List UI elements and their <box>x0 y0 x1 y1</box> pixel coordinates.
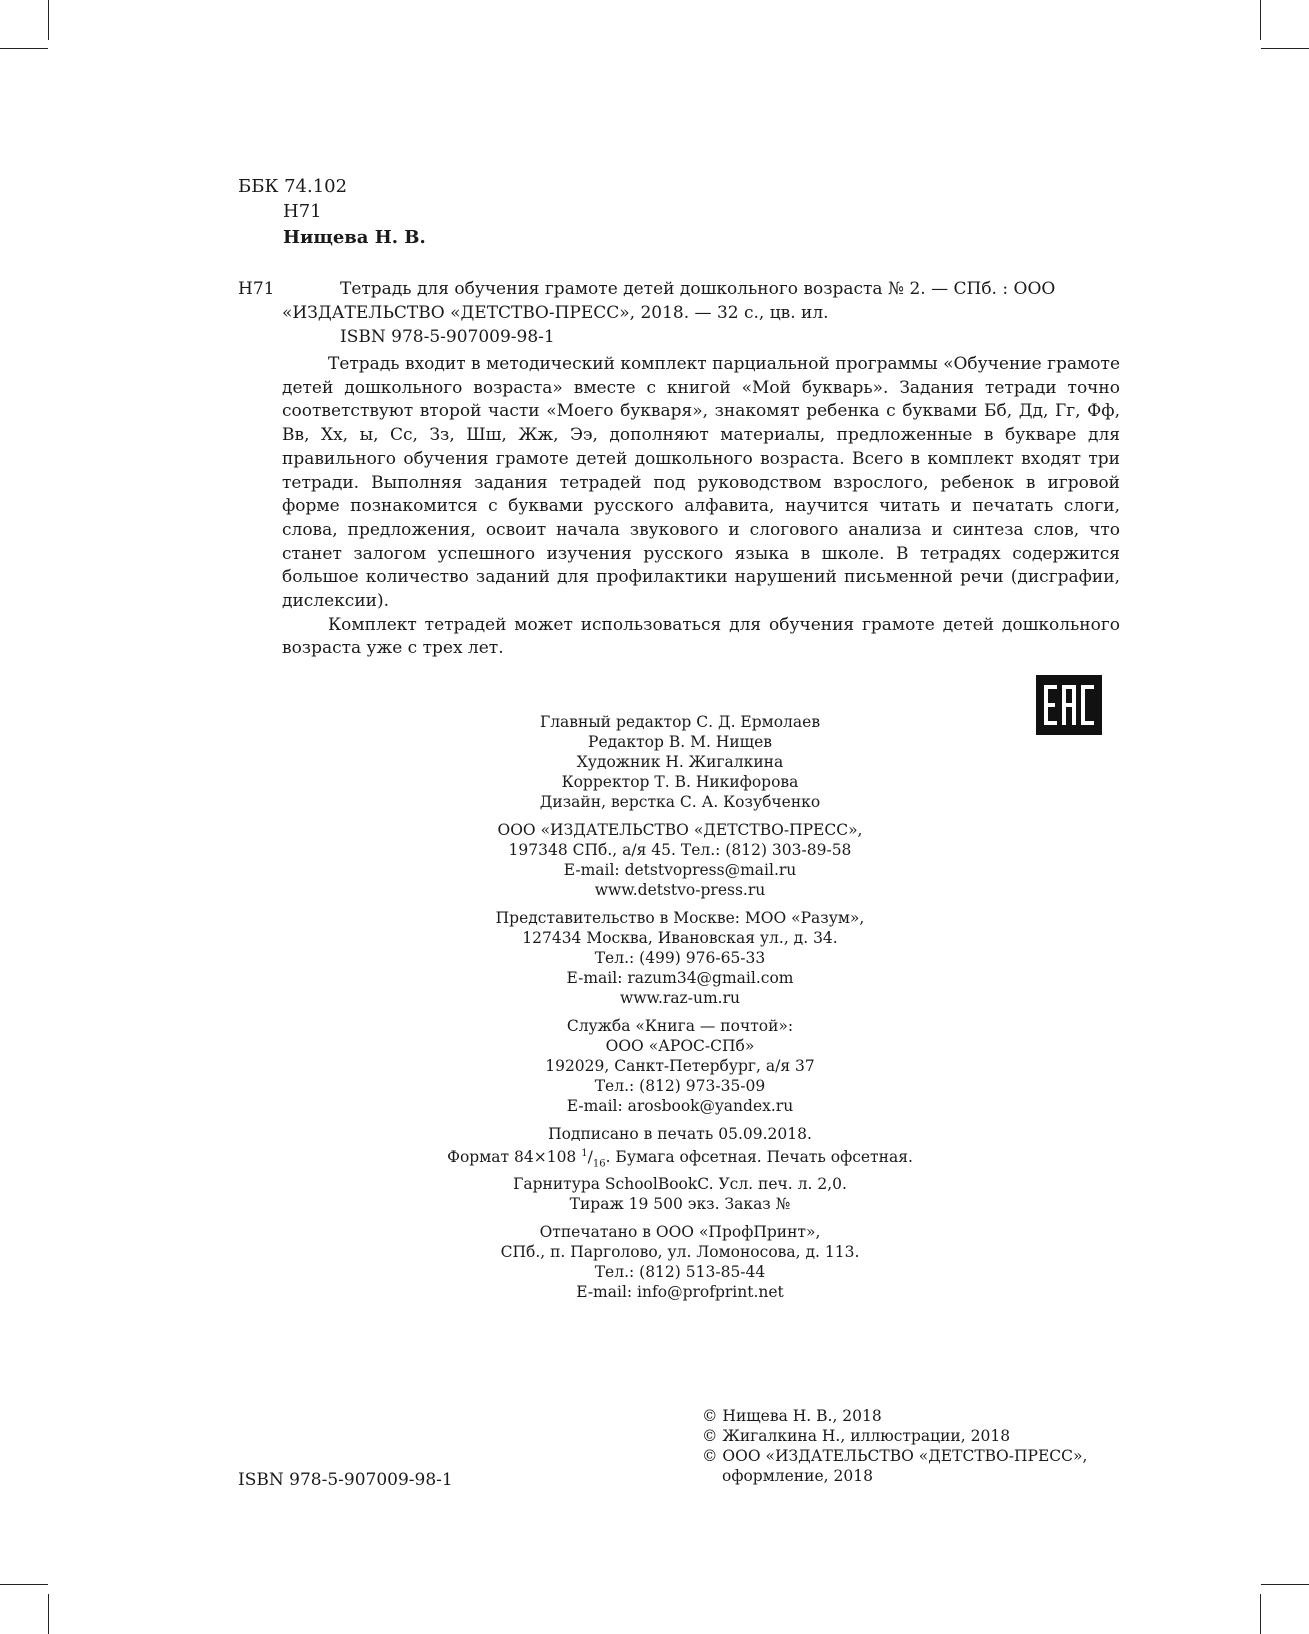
publisher-line: 197348 СПб., а/я 45. Тел.: (812) 303-89-58 <box>508 841 852 859</box>
printer-info <box>420 1222 940 1302</box>
staff-line: Редактор В. М. Нищев <box>588 733 772 751</box>
annotation <box>282 353 1120 661</box>
publisher-info <box>420 820 940 900</box>
printer-line: СПб., п. Парголово, ул. Ломоносова, д. 113. <box>500 1243 860 1262</box>
typeface-line: Гарнитура SchoolBookC. Усл. печ. л. 2,0. <box>513 1175 847 1194</box>
crop-mark <box>0 48 48 49</box>
publisher-email: E-mail: detstvopress@mail.ru <box>563 861 797 879</box>
format-prefix: Формат 84×108 <box>447 1148 582 1167</box>
mail-service-line: Служба «Книга — почтой»: <box>566 1017 794 1035</box>
format-fraction-denominator: 16 <box>592 1158 606 1170</box>
annotation-paragraph: Комплект тетрадей может использоваться для обучения грамоте детей дошкольного возраста уже с трех лет. <box>282 614 1120 659</box>
eac-mark-icon <box>1036 675 1102 735</box>
publisher-line: ООО «ИЗДАТЕЛЬСТВО «ДЕТСТВО-ПРЕСС», <box>497 821 863 839</box>
staff-line: Корректор Т. В. Никифорова <box>561 773 799 791</box>
signed-to-print: Подписано в печать 05.09.2018. <box>548 1125 812 1143</box>
crop-mark <box>48 0 49 40</box>
annotation-paragraph: Тетрадь входит в методический комплект парциальной программы «Обучение грамоте детей дошкольного возраста» вместе с книгой «Мой букварь». Задания тетради точно соответствуют второй части «Моего букваря», знакомят ребенка с буквами Бб, Дд, Гг, Фф, Вв, Хх, ы, Сс, Зз, Шш, Жж, Ээ, дополняют материалы, предложенные в букваре для правильного обучения грамоте детей дошкольного возраста. Всего в комплект входят три тетради. Выполняя задания тетрадей под руководством взрослого, ребенок в игровой форме познакомится с буквами русского алфавита, научится читать и печатать слоги, слова, предложения, освоит начала звукового и слогового анализа и синтеза слов, что станет залогом успешного изучения русского языка в школе. В тетрадях содержится большое количество заданий для профилактики нарушений письменной речи (дисграфии, дислексии). <box>282 354 1120 612</box>
mail-service-email: E-mail: arosbook@yandex.ru <box>566 1097 794 1115</box>
moscow-office <box>420 908 940 1008</box>
mail-order-service <box>420 1016 940 1116</box>
crop-mark <box>48 1594 49 1634</box>
moscow-email: E-mail: razum34@gmail.com <box>566 969 794 987</box>
format-line: Формат 84×108 $^1/_{16}$. Бумага офсетная. Печать офсетная. <box>447 1148 913 1170</box>
printer-email: E-mail: info@profprint.net <box>576 1283 784 1302</box>
author-name: Нищева Н. В. <box>283 227 426 248</box>
mail-service-line: Тел.: (812) 973-35-09 <box>594 1077 766 1095</box>
format-suffix: . Бумага офсетная. Печать офсетная. <box>605 1148 913 1167</box>
copyright-line: оформление, 2018 <box>722 1467 873 1485</box>
bib-title-line: Тетрадь для обучения грамоте детей дошкольного возраста № 2. — СПб. : ООО <box>340 279 1056 299</box>
printer-line: Тел.: (812) 513-85-44 <box>594 1263 766 1282</box>
bbk-code: ББК 74.102 <box>238 176 348 197</box>
copyright-block <box>702 1406 1087 1486</box>
print-details <box>420 1124 940 1214</box>
mail-service-line: ООО «АРОС-СПб» <box>605 1037 755 1055</box>
crop-mark <box>1260 1594 1261 1634</box>
copyright-line: © Нищева Н. В., 2018 <box>702 1407 882 1425</box>
staff-list <box>420 712 940 812</box>
publisher-website: www.detstvo-press.ru <box>594 881 766 899</box>
moscow-line: 127434 Москва, Ивановская ул., д. 34. <box>522 929 838 947</box>
mail-service-line: 192029, Санкт-Петербург, а/я 37 <box>545 1057 815 1075</box>
crop-mark <box>1261 1584 1309 1585</box>
bib-isbn: ISBN 978-5-907009-98-1 <box>340 327 555 347</box>
isbn-bottom: ISBN 978-5-907009-98-1 <box>238 1470 453 1490</box>
moscow-line: Представительство в Москве: МОО «Разум», <box>495 909 865 927</box>
staff-line: Художник Н. Жигалкина <box>576 753 784 771</box>
bib-mark: Н71 <box>238 279 275 299</box>
staff-line: Главный редактор С. Д. Ермолаев <box>539 713 821 731</box>
imprint <box>420 712 940 1310</box>
crop-mark <box>1260 0 1261 40</box>
print-run-line: Тираж 19 500 экз. Заказ № <box>569 1195 791 1214</box>
copyright-line: © ООО «ИЗДАТЕЛЬСТВО «ДЕТСТВО-ПРЕСС», <box>702 1447 1088 1465</box>
author-mark: Н71 <box>283 201 322 222</box>
moscow-line: Тел.: (499) 976-65-33 <box>594 949 766 967</box>
staff-line: Дизайн, верстка С. А. Козубченко <box>539 793 821 811</box>
printer-line: Отпечатано в ООО «ПрофПринт», <box>539 1223 821 1242</box>
crop-mark <box>1261 48 1309 49</box>
copyright-line: © Жигалкина Н., иллюстрации, 2018 <box>702 1427 1011 1445</box>
crop-mark <box>0 1584 48 1585</box>
bib-publisher-line: «ИЗДАТЕЛЬСТВО «ДЕТСТВО-ПРЕСС», 2018. — 32 с., цв. ил. <box>282 303 829 323</box>
format-fraction-numerator: 1 <box>581 1148 588 1159</box>
moscow-website: www.raz-um.ru <box>620 989 740 1007</box>
